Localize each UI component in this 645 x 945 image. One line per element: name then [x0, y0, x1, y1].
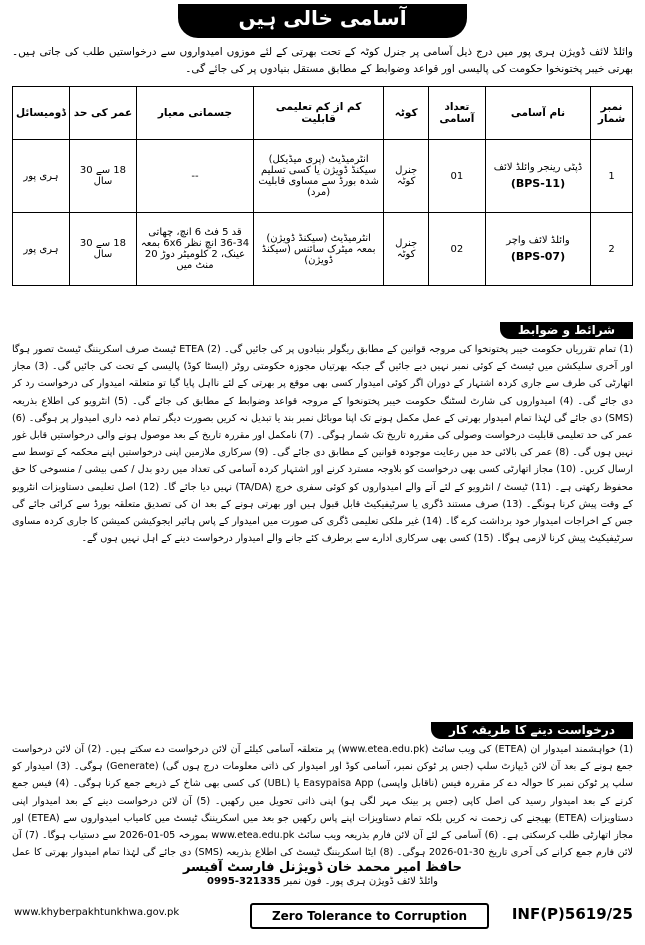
signature-block — [0, 860, 645, 887]
cell-physical: -- — [137, 140, 254, 213]
cell-post — [485, 140, 590, 213]
cell-domicile: ہری پور — [13, 213, 70, 286]
post-bps: (BPS-07) — [510, 250, 566, 263]
apply-text: (1) خواہشمند امیدوار ان (ETEA) کی ویب سائٹ (www.etea.edu.pk) پر متعلقہ آسامی کیلئے آن لائن درخواست دے سکتے ہیں۔ (2) آن لائن درخواست جمع ہونے کے بعد آن لائن ڈیپازٹ سلپ (جس پر ٹوکن نمبر، آسامی کوڈ اور امیدوار کی ذاتی معلومات درج ہوں گی) (Generate) ہوگی۔ (3) امیدوار کو سلپ پر ٹوکن نمبر کا حوالہ دے کر مقررہ فیس (ناقابل واپسی) Easypaisa App یا (UBL) کی کسی بھی شاخ کے ذریعے جمع کرنا ہوگی۔ (4) فیس جمع کرنے کے بعد امیدوار رسید کی اصل کاپی (جس پر بینک مہر لگی ہو) اپنی ذاتی تحویل میں رکھیں۔ (5) آن لائن درخواست دینے کے بعد امیدوار اپنی دستاویزات (ETEA) بھیجنے کی زحمت نہ کریں بلکہ تمام دستاویزات اپنے پاس رکھیں جو بعد میں اسکریننگ ٹیسٹ میں کامیاب امیدواروں سے (ETEA) اور مجاز اتھارٹی طلب کرسکتی ہے۔ (6) آسامی کے لئے آن لائن فارم بذریعہ ویب سائٹ www.etea.edu.pk بمورخہ 05-01-2026 سے دستیاب ہوگا۔ (7) آن لائن فارم جمع کرانے کی آخری تاریخ 30-01-2026 ہوگی۔ (8) ایٹا اسکریننگ ٹیسٹ کی اطلاع بذریعہ (SMS) دی جائے گی لہٰذا تمام امیدوار بھرتی کا عمل — [12, 744, 633, 859]
col-count: تعداد آسامی — [429, 87, 486, 140]
page-title: آسامی خالی ہیں — [178, 4, 466, 38]
cell-qualification: انٹرمیڈیٹ (سیکنڈ ڈویژن) بمعہ میٹرک سائنس (سیکنڈ ڈویژن) — [253, 213, 383, 286]
cell-count: 01 — [429, 140, 486, 213]
cell-count: 02 — [429, 213, 486, 286]
cell-age: 18 سے 30 سال — [69, 140, 136, 213]
col-quota: کوٹہ — [384, 87, 429, 140]
title-banner — [0, 4, 645, 38]
cell-sno: 2 — [591, 213, 633, 286]
cell-qualification: انٹرمیڈیٹ (پری میڈیکل) سیکنڈ ڈویژن یا کسی تسلیم شدہ بورڈ سے مساوی قابلیت (مرد) — [253, 140, 383, 213]
apply-heading: درخواست دینے کا طریقہ کار — [431, 722, 633, 739]
cell-physical: قد 5 فٹ 6 انچ، چھاتی 34-36 انچ نظر 6x6 بمعہ عینک، 2 کلومیٹر دوڑ 20 منٹ میں — [137, 213, 254, 286]
table-row — [13, 140, 633, 213]
officer-dept-line — [0, 876, 645, 887]
footer — [0, 893, 645, 943]
footer-slogan: Zero Tolerance to Corruption — [250, 903, 489, 929]
terms-text: (1) تمام تقرریاں حکومت خیبر پختونخوا کی مروجہ قوانین کے مطابق ریگولر بنیادوں پر کی جائیں گی۔ (2) ETEA ٹیسٹ صرف اسکریننگ ٹیسٹ تصور ہوگا اور آخری سلیکشن میں ٹیسٹ کے کوئی نمبر نہیں دیے جائیں گے جبکہ بھرتیاں مجوزہ حکومتی روٹر (ایسٹا کوڈ) پالیسی کے تحت کی جائیں گی۔ (3) مجاز اتھارٹی کی طرف سے جاری کردہ اشتہار کے دوران اگر کوئی امیدوار کسی بھی موقع پر بھرتی کے لئے نااہل پایا گیا تو متعلقہ امیدوار کی درخواست رد کر دی جائے گی۔ (4) امیدواروں کی شارٹ لسٹنگ حکومت خیبر پختونخوا کے مروجہ قواعد وضوابط کے مطابق کی جائے گی۔ (5) انٹرویو کی اطلاع بذریعہ (SMS) دی جائے گی لہٰذا تمام امیدوار بھرتی کے عمل مکمل ہونے تک اپنا موبائل نمبر بند یا تبدیل نہ کریں بصورت دیگر تمام ذمہ داری امیدوار پر ہوگی۔ (6) عمر کی حد تعلیمی قابلیت درخواست وصولی کی مقررہ تاریخ تک شمار ہوگی۔ (7) نامکمل اور مقررہ تاریخ کے بعد موصول ہونے والی درخواستیں قابل غور نہیں ہوں گی۔ (8) عمر کی بالائی حد میں رعایت موجودہ قوانین کے مطابق دی جائے گی۔ (9) سرکاری ملازمین اپنی درخواستیں اپنے محکمہ کے توسط سے ارسال کریں۔ (10) مجاز اتھارٹی کسی بھی درخواست کو بلاوجہ مسترد کرنے اور اشتہار کردہ آسامی کی تعداد میں ردو بدل / کمی بیشی / منسوخی کا حق محفوظ رکھتی ہے۔ (11) ٹیسٹ / انٹرویو کے لئے آنے والے امیدواروں کو کوئی سفری خرچ (TA/DA) نہیں دیا جائے گا۔ (12) اصل تعلیمی دستاویزات انٹرویو کے وقت پیش کرنا ہونگے۔ (13) صرف مستند ڈگری یا سرٹیفیکیٹ قابل قبول ہیں اور بھرتی ہونے کے بعد ان کی تصدیق متعلقہ بورڈ سے کرائی جائے گی جس کے اخراجات امیدوار خود برداشت کرے گا۔ (14) غیر ملکی تعلیمی ڈگری کی صورت میں امیدوار کے پاس ہائیر ایجوکیشن کمیشن کا جاری کردہ مساوی سرٹیفیکیٹ پیش کرنا لازمی ہوگا۔ (15) کسی بھی سرکاری ادارے سے برطرف کئے جانے والے امیدوار درخواست دینے کے اہل نہیں ہوں گے۔ — [12, 344, 633, 545]
post-bps: (BPS-11) — [510, 177, 566, 190]
table-header-row — [13, 87, 633, 140]
col-physical: جسمانی معیار — [137, 87, 254, 140]
posts-table — [12, 86, 633, 286]
table-row — [13, 213, 633, 286]
cell-quota: جنرل کوٹہ — [384, 213, 429, 286]
cell-age: 18 سے 30 سال — [69, 213, 136, 286]
footer-ref: INF(P)5619/25 — [511, 905, 633, 923]
footer-website[interactable]: www.khyberpakhtunkhwa.gov.pk — [14, 907, 180, 918]
cell-domicile: ہری پور — [13, 140, 70, 213]
officer-dept: وائلڈ لائف ڈویژن ہری پور۔ فون نمبر — [283, 876, 438, 887]
cell-post — [485, 213, 590, 286]
terms-heading: شرائط و ضوابط — [500, 322, 633, 339]
post-name: ڈپٹی رینجر وائلڈ لائف — [493, 162, 583, 173]
apply-paragraph — [12, 741, 633, 859]
col-sno: نمبر شمار — [591, 87, 633, 140]
col-qualification: کم از کم تعلیمی قابلیت — [253, 87, 383, 140]
post-name: وائلڈ لائف واچر — [506, 235, 570, 246]
col-age: عمر کی حد — [69, 87, 136, 140]
cell-sno: 1 — [591, 140, 633, 213]
intro-paragraph: وائلڈ لائف ڈویژن ہری پور میں درج ذیل آسامی پر جنرل کوٹہ کے تحت بھرتی کے لئے موزوں امیدواروں سے درخواستیں طلب کی جاتی ہیں۔ بھرتی خیبر پختونخوا حکومت کی پالیسی اور قواعد وضوابط کے مطابق مستقل بنیادوں پر کی جائے گی۔ — [12, 46, 633, 75]
col-post: نام آسامی — [485, 87, 590, 140]
col-domicile: ڈومیسائل — [13, 87, 70, 140]
cell-quota: جنرل کوٹہ — [384, 140, 429, 213]
terms-paragraph — [12, 341, 633, 719]
officer-phone: 0995-321335 — [207, 876, 281, 887]
officer-name: حافظ امیر محمد خان ڈویژنل فارسٹ آفیسر — [182, 860, 463, 875]
